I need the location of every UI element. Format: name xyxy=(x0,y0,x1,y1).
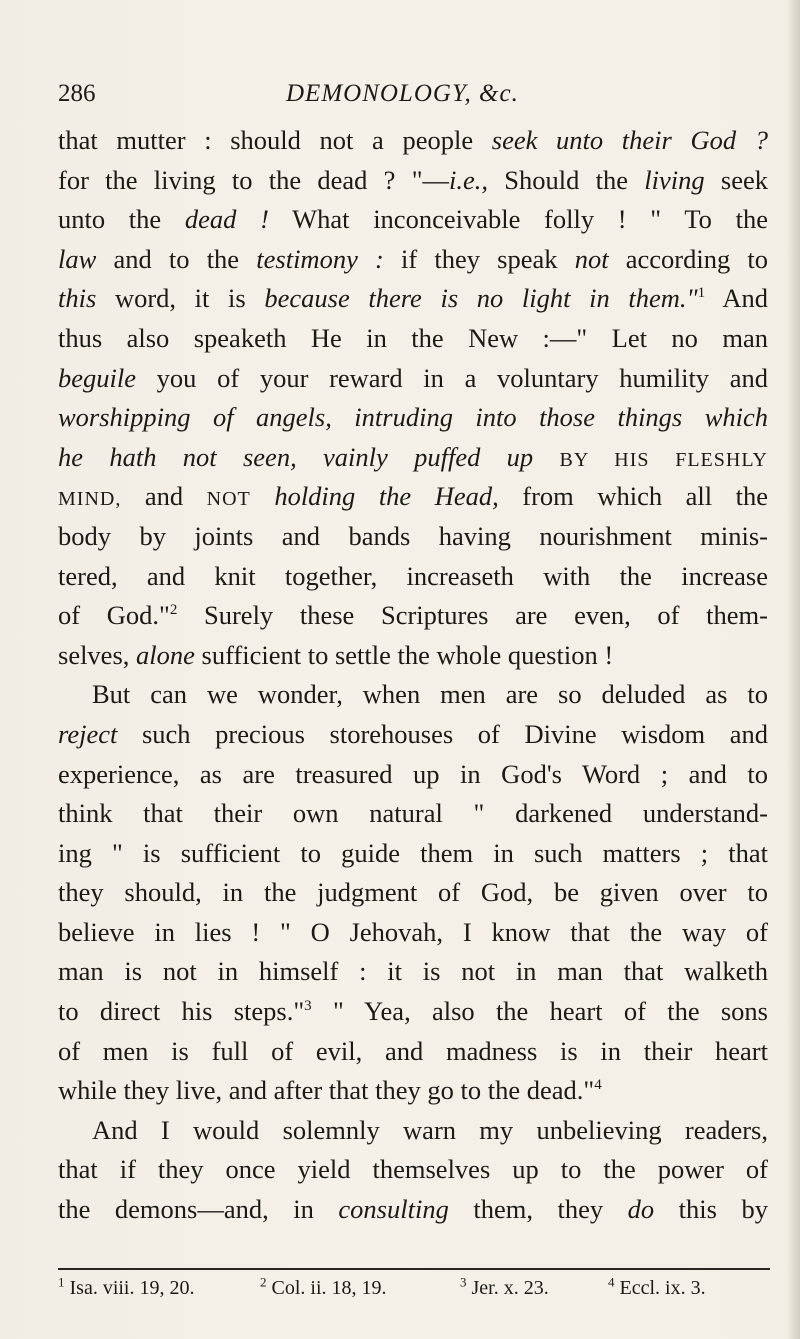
text-line xyxy=(58,1071,768,1111)
running-head xyxy=(58,80,758,114)
text-line xyxy=(58,675,768,715)
footnote-1 xyxy=(58,1274,195,1300)
text-run: And xyxy=(705,283,768,314)
italic-run: reject xyxy=(58,718,118,749)
small-caps-run: NOT xyxy=(206,488,251,511)
italic-run: beguile xyxy=(58,362,136,393)
text-line xyxy=(58,359,768,399)
italic-run: seek unto their God ? xyxy=(491,125,768,155)
page-edge-shadow xyxy=(786,0,800,1339)
footnote-2 xyxy=(260,1274,387,1300)
body-text xyxy=(58,121,768,1230)
italic-run: not xyxy=(574,243,609,274)
footnote-rule xyxy=(58,1268,770,1270)
text-run: that mutter : should not a people xyxy=(58,125,492,155)
footnote-text: Isa. viii. 19, 20. xyxy=(69,1277,195,1299)
text-run: you of your reward in a voluntary humility and xyxy=(136,362,768,393)
text-run: tered, and knit together, increaseth with the increase xyxy=(58,560,768,591)
small-caps-run: MIND, xyxy=(58,488,122,511)
footnote-marker: 4 xyxy=(594,1077,602,1094)
text-line xyxy=(58,1032,768,1072)
text-run: Surely these Scriptures are even, of them- xyxy=(177,600,768,631)
text-line xyxy=(58,240,768,280)
text-run: experience, as are treasured up in God's Word ; and to xyxy=(58,758,768,789)
italic-run: alone xyxy=(136,639,195,670)
text-line xyxy=(58,1150,768,1190)
text-line xyxy=(58,952,768,992)
text-line xyxy=(58,1190,768,1230)
text-line xyxy=(58,755,768,795)
footnote-number: 2 xyxy=(260,1274,267,1290)
text-run: that if they once yield themselves up to the power of xyxy=(58,1154,768,1185)
text-line xyxy=(58,834,768,874)
text-run: selves, xyxy=(58,639,137,670)
italic-run: dead ! xyxy=(184,204,269,235)
text-run: But can we wonder, when men are so deluded as to xyxy=(92,679,768,710)
text-line xyxy=(58,161,768,201)
text-run: think that their own natural " darkened understand- xyxy=(58,798,768,829)
text-line xyxy=(58,438,768,478)
text-line xyxy=(58,794,768,834)
text-run: of men is full of evil, and madness is in their heart xyxy=(58,1035,768,1066)
text-run: they should, in the judgment of God, be given over to xyxy=(58,877,768,908)
text-run: man is not in himself : it is not in man that walketh xyxy=(58,956,768,987)
text-run: of God." xyxy=(58,600,170,631)
footnote-text: Eccl. ix. 3. xyxy=(619,1277,706,1299)
footnote-number: 4 xyxy=(608,1274,615,1290)
text-run: according to xyxy=(608,243,769,274)
text-run: " Yea, also the heart of the sons xyxy=(311,996,768,1027)
text-run: while they live, and after that they go to the dead." xyxy=(58,1075,595,1106)
footnote-marker: 2 xyxy=(169,602,178,619)
text-run: if they speak xyxy=(383,243,575,274)
text-line xyxy=(58,715,768,755)
text-line xyxy=(58,517,768,557)
text-run: such precious storehouses of Divine wisdom and xyxy=(117,718,768,749)
text-line xyxy=(58,557,768,597)
text-line xyxy=(58,913,768,953)
footnote-marker: 1 xyxy=(697,285,706,302)
text-run: unto the xyxy=(58,204,185,235)
text-run xyxy=(533,442,559,472)
text-run: body by joints and bands having nourishment minis- xyxy=(58,520,768,551)
text-line xyxy=(58,200,768,240)
footnote-number: 3 xyxy=(460,1274,467,1290)
text-run: word, it is xyxy=(96,283,265,314)
italic-run: i.e., xyxy=(449,164,489,195)
text-line xyxy=(58,121,768,161)
text-line xyxy=(58,1111,768,1151)
footnote-4 xyxy=(608,1274,706,1300)
footnote-marker: 3 xyxy=(304,998,312,1015)
running-title: DEMONOLOGY, &c. xyxy=(286,80,519,107)
footnote-text: Col. ii. 18, 19. xyxy=(271,1277,387,1299)
text-run: And I would solemnly warn my unbelieving readers, xyxy=(92,1114,768,1145)
text-run: this by xyxy=(654,1194,768,1225)
page-number: 286 xyxy=(58,80,96,107)
text-line xyxy=(58,992,768,1032)
italic-run: living xyxy=(644,164,705,195)
footnote-3 xyxy=(460,1274,549,1300)
small-caps-run: BY HIS FLESHLY xyxy=(559,448,768,471)
text-run: ing " is sufficient to guide them in such matters ; that xyxy=(58,837,768,868)
italic-run: testimony : xyxy=(256,243,384,274)
text-run: Should the xyxy=(488,164,645,195)
footnote-number: 1 xyxy=(58,1274,65,1290)
text-line xyxy=(58,596,768,636)
text-line xyxy=(58,279,768,319)
italic-run: do xyxy=(627,1194,655,1225)
text-run: the demons—and, in xyxy=(58,1194,339,1225)
italic-run: consulting xyxy=(338,1194,449,1225)
italic-run: he hath not seen, vainly puffed up xyxy=(58,441,534,472)
text-line xyxy=(58,319,768,359)
text-run: seek xyxy=(704,164,769,195)
italic-run: law xyxy=(58,243,97,274)
text-run: and to the xyxy=(96,243,257,274)
text-run: thus also speaketh He in the New :—" Let no man xyxy=(58,322,768,353)
text-run: sufficient to settle the whole question ! xyxy=(194,639,614,670)
text-run: and xyxy=(121,481,207,512)
text-line xyxy=(58,477,768,517)
footnote-text: Jer. x. 23. xyxy=(471,1277,549,1299)
italic-run: worshipping of angels, intruding into those things which xyxy=(58,402,768,433)
text-run: them, they xyxy=(448,1194,628,1225)
italic-run: holding the Head, xyxy=(274,481,499,512)
text-run: believe in lies ! " O Jehovah, I know that the way of xyxy=(58,916,768,947)
text-line xyxy=(58,873,768,913)
text-run: from which all the xyxy=(498,481,769,512)
text-line xyxy=(58,398,768,438)
text-run: What inconceivable folly ! " To the xyxy=(268,204,768,235)
text-run: to direct his steps." xyxy=(58,996,305,1027)
italic-run: because there is no light in them." xyxy=(264,283,698,314)
text-line xyxy=(58,636,768,676)
italic-run: this xyxy=(58,283,97,314)
text-run xyxy=(251,481,275,511)
text-run: for the living to the dead ? "— xyxy=(58,164,450,195)
